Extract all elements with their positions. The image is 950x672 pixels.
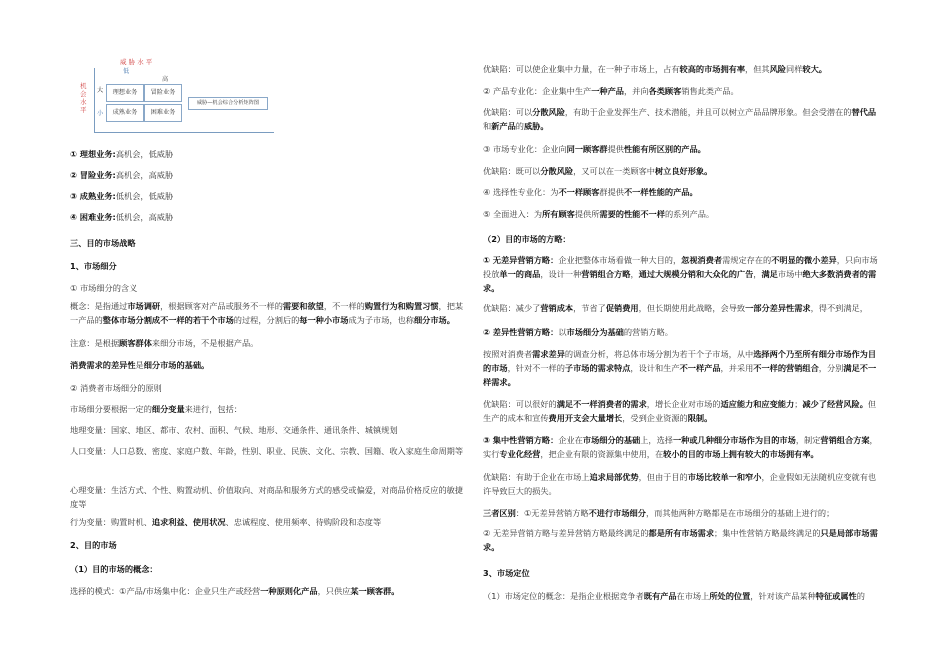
text-run: 需要的性能不一样 [599, 209, 665, 219]
text-run: 既有产品 [643, 591, 677, 601]
text-run: 新产品 [491, 121, 516, 131]
right-paragraph [483, 301, 881, 315]
right-paragraph [483, 105, 881, 133]
right-paragraph [483, 164, 881, 178]
text-run: 满足不一样消费者的需求 [556, 399, 647, 409]
text-run: 三者区别 [483, 508, 516, 518]
left-paragraph [70, 336, 470, 350]
text-run: ② 无差异营销方略与差异营销方略最终满足的 [483, 528, 649, 538]
text-run: 替代品 [851, 107, 877, 117]
right-paragraph [483, 232, 881, 246]
text-run: ，又可以在一类顾客中 [573, 166, 655, 176]
diagram-cell-difficult: 困难业务 [144, 104, 182, 122]
text-run: 整体市场分割成不一样的若干个市场 [102, 315, 234, 325]
diagram-note: 威胁—机会综合分析矩阵图 [188, 97, 268, 110]
text-run: 但生产的成本和宣传 [483, 399, 877, 423]
text-run: ；集中性营销方略最终满足的 [714, 528, 821, 538]
text-run: 绝大多数消费者的需求。 [483, 269, 877, 293]
text-run: ① [70, 149, 80, 159]
text-run: 来进行，包括： [184, 404, 242, 414]
text-run: 群提供 [599, 187, 624, 197]
text-run: 限制。 [687, 413, 713, 423]
text-run: 减少了经营风险。 [802, 399, 868, 409]
text-run: 优缺陷：既可以 [483, 166, 541, 176]
text-run: 按照对消费者 [483, 349, 533, 359]
text-run: 一部分差异性需求 [745, 303, 811, 313]
text-run: 各类顾客 [648, 86, 682, 96]
text-run: 的 [856, 591, 865, 601]
text-run: ，增长企业对市场的 [646, 399, 721, 409]
text-run: 威胁。 [523, 121, 549, 131]
left-paragraph [70, 562, 470, 576]
text-run: 理想业务: [79, 149, 116, 159]
right-paragraph [483, 397, 881, 425]
text-run: 不一样顾客 [558, 187, 600, 197]
text-run: 性能有所区别的产品。 [623, 144, 706, 154]
left-paragraph [70, 236, 470, 250]
text-run: ，并采用 [720, 363, 754, 373]
text-run: 市场比较单一和窄小 [687, 472, 762, 482]
right-paragraph [483, 506, 881, 520]
text-run: ② [483, 327, 493, 337]
text-run: 优缺陷：可以使企业集中力量，在一种子市场上，占有 [483, 64, 680, 74]
text-run: 分散风险 [540, 166, 574, 176]
text-run: 消费需求的差异性 [70, 360, 136, 370]
text-run: ② 消费者市场细分的原则 [70, 383, 162, 393]
text-run: ，企业假如无法随机应变就有也许导致巨大的损失。 [483, 472, 877, 496]
text-run: 高机会，低威胁 [115, 149, 174, 159]
threat-opportunity-matrix [80, 60, 272, 138]
right-paragraph [483, 84, 881, 98]
right-paragraph [483, 433, 881, 461]
text-run: （1）目的市场的概念： [70, 564, 158, 574]
text-run: 分散风险 [532, 107, 565, 117]
right-paragraph [483, 185, 881, 199]
text-run: ④ 选择性专业化：为 [483, 187, 559, 197]
text-run: 适应能力和应变能力 [720, 399, 795, 409]
text-run: ，有助于企业发挥生产、技术潜能，并且可以树立产品品牌形象。但会受潜在的 [564, 107, 852, 117]
text-run: ，制定 [795, 435, 821, 445]
text-run: 市场中 [777, 269, 803, 279]
text-run: 的调查分析，将总体市场分割为若干个子市场，从中 [564, 349, 754, 359]
text-run: 单一的商品 [499, 269, 541, 279]
text-run: 优缺陷：可以 [483, 107, 533, 117]
right-paragraph [483, 325, 881, 339]
text-run: 购置行为和购置习惯 [364, 301, 439, 311]
text-run: ，把企业有限的资源集中使用，在 [540, 449, 664, 459]
text-run: 通过大规模分销和大众化的广告 [638, 269, 754, 279]
text-run: 细分市场的基础。 [143, 360, 210, 370]
text-run: 不一样的营销组合 [753, 363, 819, 373]
text-run: 追求利益、使用状况 [151, 517, 226, 527]
text-run: 市场细分要根据一定的 [70, 404, 152, 414]
text-run: 选择的模式：①产品/市场集中化：企业只生产或经营 [70, 586, 261, 596]
text-run: 成熟业务: [79, 191, 116, 201]
right-paragraph [483, 526, 881, 554]
left-paragraph [70, 210, 470, 224]
left-paragraph [70, 147, 470, 161]
text-run: 都是所有市场需求 [648, 528, 715, 538]
text-run: ① [483, 255, 493, 265]
text-run: ，只向市场投放 [483, 255, 878, 279]
diagram-cell-risky: 冒险业务 [144, 84, 182, 102]
text-run: 某一顾客群。 [350, 586, 400, 596]
text-run: 人口变量：人口总数、密度、家庭户数、年龄，性别、职业、民族、文化、宗教、国籍、收入家庭生命周期等 [70, 446, 464, 456]
text-run: ，设计和生产 [630, 363, 680, 373]
diagram-axis-horizontal [94, 132, 274, 133]
text-run: 的系列产品。 [664, 209, 715, 219]
text-run: 需求差异 [532, 349, 565, 359]
diagram-cell-ideal: 理想业务 [106, 84, 144, 102]
text-run: 不进行市场细分 [588, 508, 646, 518]
text-run: ，设计一种 [540, 269, 582, 279]
text-run: 同一顾客群 [566, 144, 608, 154]
diagram-axis-vertical [94, 68, 95, 132]
text-run: ，针对不一样的 [507, 363, 565, 373]
text-run: 地理变量：国家、地区、都市、农村、面积、气候、地形、交通条件、通讯条件、城镇规划 [70, 425, 398, 435]
text-run: 的 [515, 121, 524, 131]
text-run: 冒险业务: [79, 170, 116, 180]
text-run: 同样 [786, 64, 803, 74]
text-run: ，但长期使用此战略，会导致 [638, 303, 746, 313]
text-run: ， [630, 269, 639, 279]
right-paragraph [483, 142, 881, 156]
text-run: 不一样性能的产品。 [623, 187, 698, 197]
diagram-ylabel: 机会水平 [80, 82, 87, 114]
left-paragraph [70, 423, 470, 437]
text-run: ：①无差异营销方略 [515, 508, 589, 518]
text-run: 2、目的市场 [70, 540, 117, 550]
text-run: 不明显的微小差异 [771, 255, 837, 265]
text-run: 优缺陷：可以很好的 [483, 399, 557, 409]
text-run: 满足 [761, 269, 778, 279]
text-run: ④ [70, 212, 80, 222]
text-run: 顾客群体 [119, 338, 152, 348]
text-run: 的营销方略。 [623, 327, 673, 337]
text-run: ③ [70, 191, 80, 201]
text-run: 市场调研 [127, 301, 161, 311]
text-run: ，把某一产品的 [70, 301, 464, 325]
text-run: 提供所 [574, 209, 600, 219]
left-paragraph [70, 281, 470, 295]
text-run: 提供 [607, 144, 624, 154]
text-run: 销售此类产品。 [681, 86, 739, 96]
text-run: ，不一样的 [323, 301, 365, 311]
text-run: 集中性营销方略： [492, 435, 559, 445]
text-run: ③ [483, 435, 493, 445]
text-run: 较小的目的市场上拥有较大的市场拥有率。 [663, 449, 819, 459]
text-run: ，分别 [818, 363, 844, 373]
left-paragraph [70, 381, 470, 395]
text-run: 一种或几种细分市场作为目的市场 [672, 435, 796, 445]
text-run: ② 产品专业化：企业集中生产 [483, 86, 592, 96]
text-run: 三、目的市场战略 [70, 238, 136, 248]
text-run: ，而其他两种方略都是在市场细分的基础上进行的； [645, 508, 835, 518]
right-paragraph [483, 207, 881, 221]
text-run: 追求局部优势 [589, 472, 639, 482]
diagram-row-big: 大 [97, 87, 104, 94]
text-run: ， [753, 269, 762, 279]
text-run: 概念：是指通过 [70, 301, 128, 311]
right-paragraph [483, 62, 881, 76]
text-run: ，只供应 [317, 586, 351, 596]
text-run: 风险 [769, 64, 786, 74]
text-run: 上，选择 [640, 435, 673, 445]
text-run: 行为变量：购置时机、 [70, 517, 152, 527]
text-run: 心理变量：生活方式、个性、购置动机、价值取向、对商品和服务方式的感受或偏爱，对商品价格反应的敏捷度等 [70, 485, 464, 509]
text-run: 差异性营销方略： [492, 327, 559, 337]
text-run: 所处的位置 [709, 591, 751, 601]
text-run: 营销组合方略 [581, 269, 631, 279]
right-paragraph [483, 470, 881, 498]
text-run: ，受到企业资源的 [622, 413, 688, 423]
text-run: 市场细分为基础 [566, 327, 624, 337]
text-run: ③ 市场专业化：企业向 [483, 144, 567, 154]
diagram-title: 威 胁 水 平 [120, 58, 153, 66]
text-run: 3、市场定位 [483, 568, 530, 578]
left-paragraph [70, 402, 470, 416]
text-run: ，针对该产品某种 [750, 591, 816, 601]
text-run: 1、市场细分 [70, 261, 117, 271]
left-paragraph [70, 538, 470, 552]
text-run: ② [70, 170, 80, 180]
text-run: 企业把整体市场看做一种大目的， [558, 255, 682, 265]
diagram-col-low: 低 [123, 68, 130, 75]
left-paragraph [70, 515, 470, 529]
right-paragraph [483, 253, 881, 295]
text-run: ，实行 [483, 435, 878, 459]
text-run: 、忠诚程度、使用频率、待购阶段和态度等 [225, 517, 382, 527]
text-run: 促销费用 [605, 303, 639, 313]
text-run: 在市场上 [676, 591, 710, 601]
text-run: 只是局部市场需求。 [483, 528, 878, 552]
text-run: （1）市场定位的概念：是指企业根据竞争者 [483, 591, 644, 601]
left-paragraph [70, 189, 470, 203]
text-run: （2）目的市场的方略： [483, 234, 571, 244]
left-paragraph [70, 358, 470, 372]
left-paragraph [70, 483, 470, 511]
text-run: 选择两个乃至所有细分市场作为目的市场 [483, 349, 877, 373]
text-run: ，但其 [745, 64, 770, 74]
text-run: 费用开支会大量增长 [548, 413, 623, 423]
text-run: ，得不到满足， [810, 303, 868, 313]
diagram-row-small: 小 [97, 110, 104, 117]
text-run: ； [794, 399, 803, 409]
text-run: 营销组合方案 [820, 435, 870, 445]
text-run: ① 市场细分的含义 [70, 283, 138, 293]
right-paragraph [483, 589, 881, 603]
text-run: 专业化经营 [499, 449, 541, 459]
left-paragraph [70, 444, 470, 458]
text-run: 不一样产品 [679, 363, 721, 373]
diagram-col-high: 高 [162, 76, 169, 83]
text-run: 需要和欲望 [282, 301, 324, 311]
text-run: 低机会，低威胁 [115, 191, 174, 201]
text-run: 困难业务: [79, 212, 116, 222]
text-run: 注意：是根据 [70, 338, 120, 348]
text-run: 细分变量 [151, 404, 185, 414]
text-run: 忽视消费者 [681, 255, 723, 265]
text-run: 树立良好形象。 [654, 166, 713, 176]
text-run: 一种原则化产品 [260, 586, 318, 596]
text-run: 的过程，分割后的 [233, 315, 300, 325]
text-run: 需规定存在的 [722, 255, 772, 265]
text-run: ⑤ 全面进入：为 [483, 209, 543, 219]
text-run: 高机会，高威胁 [115, 170, 174, 180]
text-run: 和 [483, 121, 492, 131]
text-run: 来细分市场，不是根据产品。 [151, 338, 259, 348]
text-run: 所有顾客 [542, 209, 575, 219]
diagram-cell-mature: 成熟业务 [106, 104, 144, 122]
text-run: 细分市场。 [413, 315, 455, 325]
text-run: 优缺陷：有助于企业在市场上 [483, 472, 590, 482]
text-run: 低机会，高威胁 [115, 212, 174, 222]
text-run: 无差异营销方略： [492, 255, 559, 265]
text-run: 优缺陷：减少了 [483, 303, 541, 313]
left-paragraph [70, 299, 470, 327]
text-run: ，节省了 [573, 303, 606, 313]
left-paragraph [70, 259, 470, 273]
text-run: 市场细分的基础 [582, 435, 641, 445]
text-run: 满足不一样需求。 [483, 363, 877, 387]
right-paragraph [483, 566, 881, 580]
text-run: 营销成本 [540, 303, 574, 313]
text-run: 以 [558, 327, 567, 337]
text-run: ，根据顾客对产品或服务不一样的 [160, 301, 283, 311]
left-paragraph [70, 168, 470, 182]
left-paragraph [70, 584, 470, 598]
text-run: 子市场的需求特点 [564, 363, 631, 373]
text-run: 较高的市场拥有率 [679, 64, 746, 74]
right-paragraph [483, 347, 881, 389]
text-run: 每一种小市场 [299, 315, 349, 325]
text-run: 特征或属性 [815, 591, 857, 601]
text-run: 较大。 [802, 64, 827, 74]
text-run: 一种产品 [591, 86, 624, 96]
text-run: ，并向 [623, 86, 649, 96]
text-run: 企业在 [558, 435, 583, 445]
text-run: 成为子市场，也称 [348, 315, 414, 325]
text-run: ，但由于目的 [638, 472, 688, 482]
text-run: 是 [135, 360, 144, 370]
